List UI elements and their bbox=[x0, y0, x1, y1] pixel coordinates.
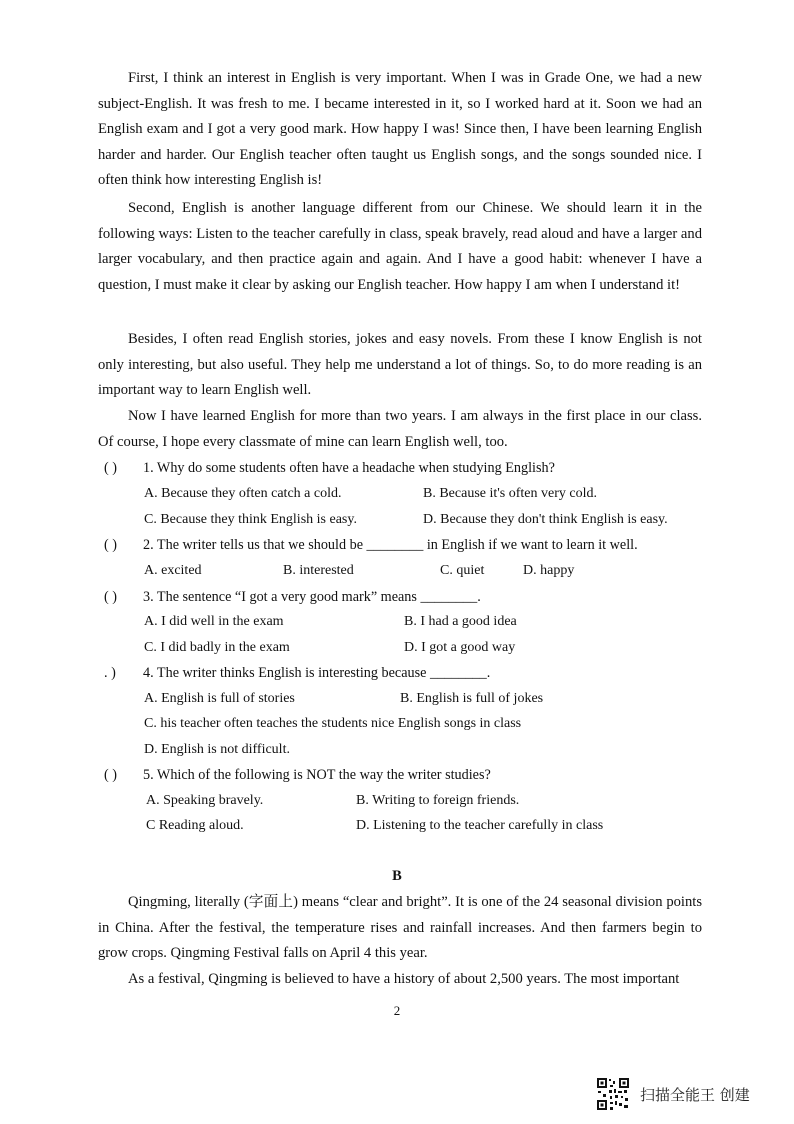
question-1-option-b[interactable]: B. Because it's often very cold. bbox=[423, 486, 597, 501]
question-3-option-d[interactable]: D. I got a good way bbox=[404, 640, 516, 655]
question-5-bracket[interactable]: ( ) bbox=[104, 767, 117, 783]
question-5-option-a[interactable]: A. Speaking bravely. bbox=[146, 793, 264, 808]
question-4-option-c[interactable]: C. his teacher often teaches the students nice English songs in class bbox=[144, 716, 522, 731]
question-5-text: 5. Which of the following is NOT the way the writer studies? bbox=[143, 767, 491, 783]
question-2-option-b[interactable]: B. interested bbox=[283, 563, 354, 578]
question-5-option-d[interactable]: D. Listening to the teacher carefully in class bbox=[356, 818, 604, 833]
question-1-option-d[interactable]: D. Because they don't think English is easy. bbox=[423, 512, 668, 527]
question-4-option-a[interactable]: A. English is full of stories bbox=[144, 691, 295, 706]
question-4-text: 4. The writer thinks English is interesting because ________. bbox=[143, 665, 491, 681]
question-3-bracket[interactable]: ( ) bbox=[104, 589, 117, 605]
question-2-option-d[interactable]: D. happy bbox=[523, 563, 575, 578]
section-b-paragraph-1: Qingming, literally (字面上) means “clear and bright”. It is one of the 24 seasonal division points in China. After the festival, the temperature rises and rainfall increases. And then farmers begin to grow crops. Qingming Festival falls on April 4 this year. bbox=[98, 894, 702, 962]
question-5-option-b[interactable]: B. Writing to foreign friends. bbox=[356, 793, 520, 808]
question-3-option-b[interactable]: B. I had a good idea bbox=[404, 614, 517, 629]
question-3-option-a[interactable]: A. I did well in the exam bbox=[144, 614, 284, 629]
question-2-bracket[interactable]: ( ) bbox=[104, 537, 117, 553]
passage-paragraph-3: Besides, I often read English stories, jokes and easy novels. From these I know English is not only interesting, but also useful. They help me understand a lot of things. So, to do more reading is an important way to learn English well. bbox=[98, 331, 702, 399]
passage-paragraph-2: Second, English is another language different from our Chinese. We should learn it in the following ways: Listen to the teacher carefully in class, speak bravely, read aloud and have a larger and larger vocabulary, and then practice again and again. And I have a good habit: whenever I have a question, I must make it clear by asking our English teacher. How happy I am when I understand it! bbox=[98, 200, 702, 293]
question-4-option-d[interactable]: D. English is not difficult. bbox=[144, 742, 290, 757]
section-b-heading: B bbox=[392, 868, 402, 884]
watermark-text: 扫描全能王 创建 bbox=[640, 1085, 750, 1104]
question-2-option-a[interactable]: A. excited bbox=[144, 563, 202, 578]
question-4-bracket[interactable]: . ) bbox=[104, 665, 116, 681]
question-4-option-b[interactable]: B. English is full of jokes bbox=[400, 691, 544, 706]
question-1-text: 1. Why do some students often have a headache when studying English? bbox=[143, 460, 555, 476]
question-3-option-c[interactable]: C. I did badly in the exam bbox=[144, 640, 290, 655]
qr-code-icon bbox=[596, 1077, 630, 1111]
question-1-option-a[interactable]: A. Because they often catch a cold. bbox=[144, 486, 342, 501]
section-b-paragraph-2: As a festival, Qingming is believed to have a history of about 2,500 years. The most important bbox=[128, 971, 680, 987]
question-2-option-c[interactable]: C. quiet bbox=[440, 563, 485, 578]
page-number: 2 bbox=[393, 1003, 401, 1018]
scanner-watermark bbox=[596, 1077, 750, 1111]
question-2-text: 2. The writer tells us that we should be ________ in English if we want to learn it well. bbox=[143, 537, 638, 553]
question-1-bracket[interactable]: ( ) bbox=[104, 460, 117, 476]
question-1-option-c[interactable]: C. Because they think English is easy. bbox=[144, 512, 357, 527]
passage-paragraph-4: Now I have learned English for more than two years. I am always in the first place in our class. Of course, I hope every classmate of mine can learn English well, too. bbox=[98, 408, 702, 450]
passage-paragraph-1: First, I think an interest in English is very important. When I was in Grade One, we had a new subject-English. It was fresh to me. I became interested in it, so I worked hard at it. Soon we had an English exam and I got a very good mark. How happy I was! Since then, I have been learning English harder and harder. Our English teacher often taught us English songs, and the songs sounded nice. I often think how interesting English is! bbox=[98, 70, 702, 189]
question-5-option-c[interactable]: C Reading aloud. bbox=[146, 818, 244, 833]
question-3-text: 3. The sentence “I got a very good mark” means ________. bbox=[143, 589, 481, 605]
